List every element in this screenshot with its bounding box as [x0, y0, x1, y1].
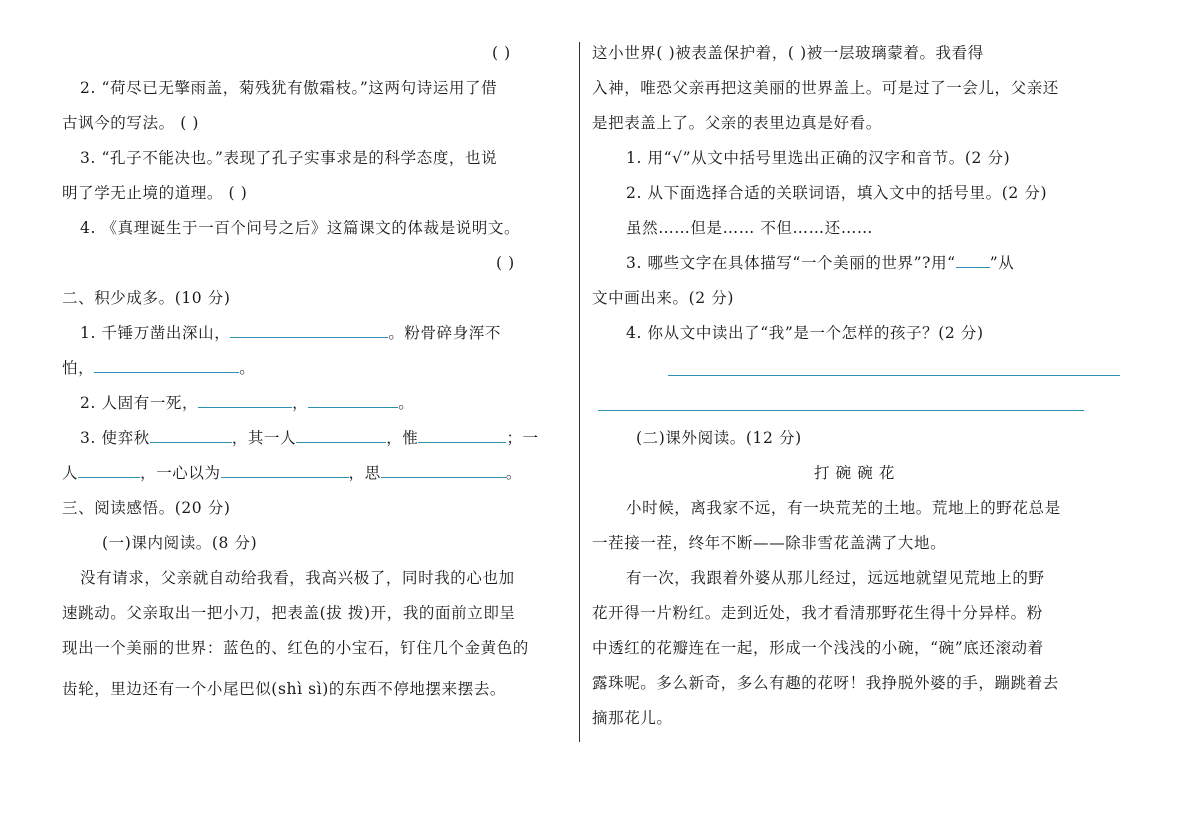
answer-paren-4[interactable]: ( )	[496, 254, 515, 272]
reading-one-heading: (一)课内阅读。(8 分)	[102, 534, 258, 552]
article-line: 小时候，离我家不远，有一块荒芜的土地。荒地上的野花总是	[626, 499, 1061, 517]
reading-question-3	[626, 253, 1014, 273]
reading-question-1: 1. 用“√”从文中括号里选出正确的汉字和音节。(2 分)	[626, 149, 1011, 167]
fill-item-3-text-b: ，其一人	[231, 429, 297, 447]
reading-two-heading: (二)课外阅读。(12 分)	[636, 429, 802, 447]
passage-line: 速跳动。父亲取出一把小刀，把表盖(拔 拨)开，我的面前立即呈	[62, 604, 516, 622]
fill-blank[interactable]	[221, 463, 349, 478]
judge-item-2-cont: 古讽今的写法。 ( )	[62, 114, 200, 132]
fill-item-1-text-a: 1. 千锤万凿出深山，	[80, 324, 231, 342]
passage-line: 没有请求，父亲就自动给我看，我高兴极了，同时我的心也加	[80, 569, 515, 587]
article-line: 中透红的花瓣连在一起，形成一个浅浅的小碗，“碗”底还滚动着	[592, 639, 1044, 657]
fill-blank[interactable]	[296, 428, 386, 443]
fill-item-2-text-c: 。	[398, 394, 415, 412]
reading-question-2: 2. 从下面选择合适的关联词语，填入文中的括号里。(2 分)	[626, 184, 1048, 202]
judge-item-3-cont: 明了学无止境的道理。 ( )	[62, 184, 248, 202]
article-line: 一茬接一茬，终年不断——除非雪花盖满了大地。	[592, 534, 947, 552]
passage-line: 这小世界( )被表盖保护着，( )被一层玻璃蒙着。我看得	[592, 44, 984, 62]
answer-paren-1[interactable]: ( )	[492, 44, 511, 62]
judge-item-2: 2. “荷尽已无擎雨盖，菊残犹有傲霜枝。”这两句诗运用了借	[80, 79, 498, 97]
fill-item-2-text-a: 2. 人固有一死，	[80, 394, 199, 412]
fill-blank[interactable]	[78, 463, 140, 478]
fill-item-3	[80, 428, 539, 448]
passage-line: 现出一个美丽的世界：蓝色的、红色的小宝石，钉住几个金黄色的	[62, 639, 529, 657]
fill-item-3-text-g: ，思	[348, 464, 381, 482]
fill-blank[interactable]	[381, 463, 506, 478]
article-line: 露珠呢。多么新奇，多么有趣的花呀！我挣脱外婆的手，蹦跳着去	[592, 674, 1059, 692]
fill-item-3-text-d: ；一	[506, 429, 539, 447]
fill-item-1-text-b: 。粉骨碎身浑不	[388, 324, 502, 342]
reading-question-4: 4. 你从文中读出了“我”是一个怎样的孩子？(2 分)	[626, 324, 984, 342]
section-two-heading: 二、积少成多。(10 分)	[62, 289, 231, 307]
reading-question-3-text-b: ”从	[989, 254, 1015, 272]
reading-question-3-cont: 文中画出来。(2 分)	[592, 289, 734, 307]
fill-item-3-text-c: ，惟	[386, 429, 419, 447]
judge-item-4: 4. 《真理诞生于一百个问号之后》这篇课文的体裁是说明文。	[80, 219, 521, 237]
fill-item-1-text-c: 怕，	[62, 359, 95, 377]
passage-line: 齿轮，里边还有一个小尾巴似(shì sì)的东西不停地摆来摆去。	[62, 680, 507, 698]
fill-blank[interactable]	[230, 323, 388, 338]
fill-item-1-text-d: 。	[239, 359, 256, 377]
article-line: 摘那花儿。	[592, 709, 673, 727]
reading-question-3-text-a: 3. 哪些文字在具体描写“一个美丽的世界”?用“	[626, 254, 956, 272]
judge-item-3: 3. “孔子不能决也。”表现了孔子实事求是的科学态度，也说	[80, 149, 498, 167]
fill-item-3-text-h: 。	[505, 464, 522, 482]
fill-item-1-cont	[62, 358, 255, 378]
answer-line[interactable]	[668, 375, 1120, 376]
fill-item-3-text-a: 3. 使弈秋	[80, 429, 150, 447]
conjunction-options: 虽然……但是…… 不但……还……	[626, 219, 874, 237]
underline-sample	[956, 253, 990, 268]
passage-line: 入神，唯恐父亲再把这美丽的世界盖上。可是过了一会儿，父亲还	[592, 79, 1059, 97]
article-title: 打 碗 碗 花	[814, 464, 895, 482]
fill-item-3-text-e: 人	[62, 464, 79, 482]
answer-line[interactable]	[598, 410, 1084, 411]
passage-line: 是把表盖上了。父亲的表里边真是好看。	[592, 114, 882, 132]
fill-blank[interactable]	[418, 428, 506, 443]
fill-item-3-text-f: ，一心以为	[140, 464, 221, 482]
column-divider	[579, 42, 580, 742]
fill-item-2	[80, 393, 414, 413]
fill-item-2-text-b: ，	[292, 394, 309, 412]
fill-item-3-cont	[62, 463, 522, 483]
article-line: 花开得一片粉红。走到近处，我才看清那野花生得十分异样。粉	[592, 604, 1043, 622]
fill-blank[interactable]	[308, 393, 398, 408]
section-three-heading: 三、阅读感悟。(20 分)	[62, 499, 231, 517]
fill-blank[interactable]	[198, 393, 292, 408]
fill-blank[interactable]	[94, 358, 239, 373]
article-line: 有一次，我跟着外婆从那儿经过，远远地就望见荒地上的野	[626, 569, 1045, 587]
fill-blank[interactable]	[150, 428, 232, 443]
fill-item-1	[80, 323, 501, 343]
